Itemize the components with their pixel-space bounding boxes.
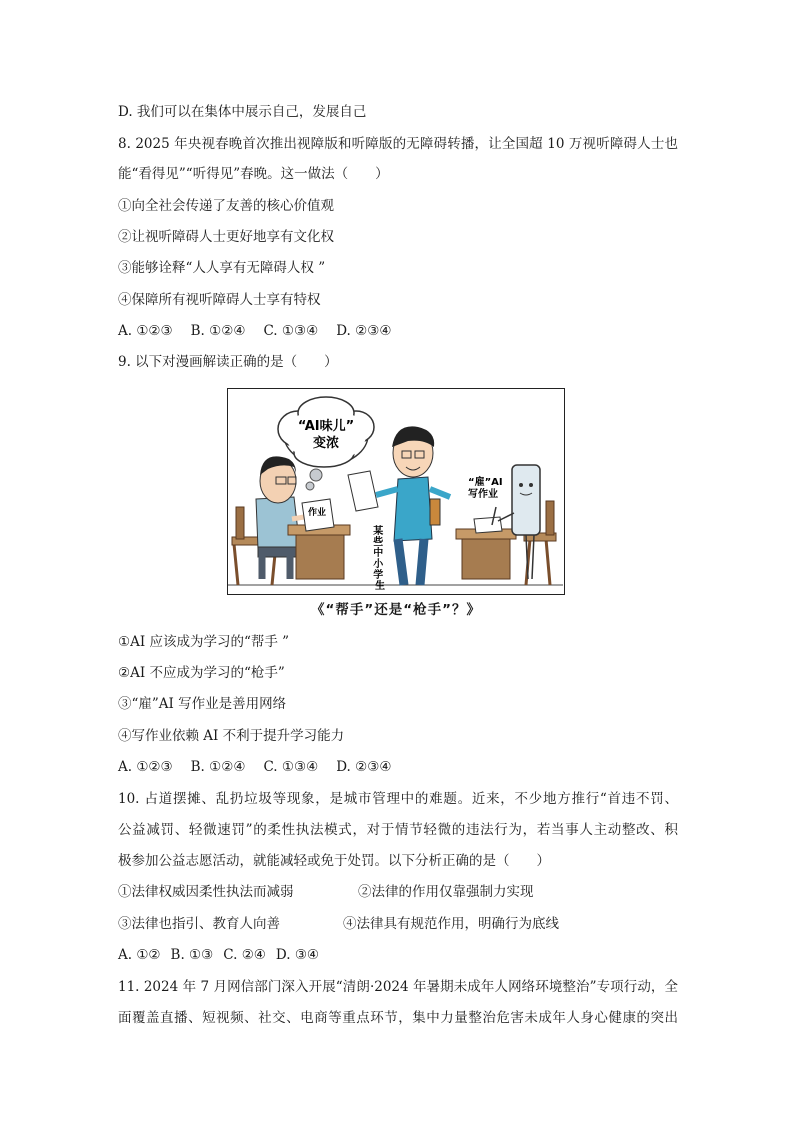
q10-choice-a[interactable]: A. ①② [118,947,161,963]
q9-choice-b[interactable]: B. ①②④ [190,759,246,775]
robot-desk [456,517,516,579]
q10-stem-line2: 公益减罚、轻微速罚”的柔性执法模式，对于情节轻微的违法行为，若当事人主动整改、积 [118,822,678,838]
q8-item-2: ②让视听障碍人士更好地享有文化权 [118,229,334,245]
q10-item-4: ④法律具有规范作用，明确行为底线 [343,916,559,932]
teacher-figure [232,456,304,585]
q9-stem: 9. 以下对漫画解读正确的是（ ） [118,354,338,370]
vlabel-3: 中 [373,548,384,559]
q9-choices [118,757,678,777]
vlabel-6: 生 [375,581,385,592]
q10-stem-line1: 10. 占道摆摊、乱扔垃圾等现象，是城市管理中的难题。近来，不少地方推行“首违不罚、 [118,791,678,807]
q8-choice-c[interactable]: C. ①③④ [263,323,319,339]
q10-choice-b[interactable]: B. ①③ [170,947,214,963]
q10-choice-d[interactable]: D. ③④ [275,947,320,963]
q9-choice-c[interactable]: C. ①③④ [263,759,319,775]
vlabel-1: 某 [373,526,384,537]
robot-label-2: 写作业 [468,489,498,500]
cartoon-caption: 《“帮手”还是“枪手”？》 [311,602,481,618]
q9-choice-d[interactable]: D. ②③④ [336,759,392,775]
q9-item-1: ①AI 应该成为学习的“帮手 ” [118,634,290,650]
cartoon-illustration [227,388,565,595]
svg-text:某 些 中 [372,524,386,592]
q10-choices [118,945,678,965]
cartoon-drawing [228,389,563,593]
q9-item-2: ②AI 不应成为学习的“枪手” [118,665,285,681]
thought-text-1: “AI味儿” [297,419,355,434]
q9-item-4: ④写作业依赖 AI 不利于提升学习能力 [118,728,345,744]
vlabel-5: 学 [373,570,384,581]
q8-choices [118,321,678,341]
vlabel-4: 小 [373,559,384,570]
q10-items-row2 [118,914,678,934]
q8-choice-b[interactable]: B. ①②④ [190,323,246,339]
paper-label: 作业 [308,508,327,518]
q8-item-1: ①向全社会传递了友善的核心价值观 [118,198,334,214]
vlabel-2: 些 [373,537,384,548]
q8-item-4: ④保障所有视听障碍人士享有特权 [118,292,321,308]
q10-item-3: ③法律也指引、教育人向善 [118,916,280,932]
student-figure [348,426,450,585]
q8-item-3: ③能够诠释“人人享有无障碍人权 ” [118,260,326,276]
thought-text-2: 变浓 [312,436,340,451]
q9-choice-a[interactable]: A. ①②③ [118,759,173,775]
q7-option-d: D. 我们可以在集体中展示自己，发展自己 [118,104,367,120]
q10-item-1: ①法律权威因柔性执法而减弱 [118,884,294,900]
robot-label-1: “雇”AI [468,477,503,488]
q8-stem-line2: 能“看得见”“听得见”春晚。这一做法（ ） [118,166,389,182]
q10-stem-line3: 极参加公益志愿活动，就能减轻或免于处罚。以下分析正确的是（ ） [118,853,550,869]
q9-item-3: ③“雇”AI 写作业是善用网络 [118,696,287,712]
q10-item-2: ②法律的作用仅靠强制力实现 [358,884,534,900]
q10-items-row1 [118,882,678,902]
teacher-desk [288,499,350,579]
q11-stem-line2: 面覆盖直播、短视频、社交、电商等重点环节，集中力量整治危害未成年人身心健康的突出 [118,1010,678,1026]
q10-choice-c[interactable]: C. ②④ [223,947,266,963]
q8-choice-a[interactable]: A. ①②③ [118,323,173,339]
q8-choice-d[interactable]: D. ②③④ [336,323,392,339]
q11-stem-line1: 11. 2024 年 7 月网信部门深入开展“清朗·2024 年暑期未成年人网络环境整治”专项行动，全 [118,979,678,995]
q8-stem-line1: 8. 2025 年央视春晚首次推出视障版和听障版的无障碍转播，让全国超 10 万视听障碍人士也 [118,136,678,152]
